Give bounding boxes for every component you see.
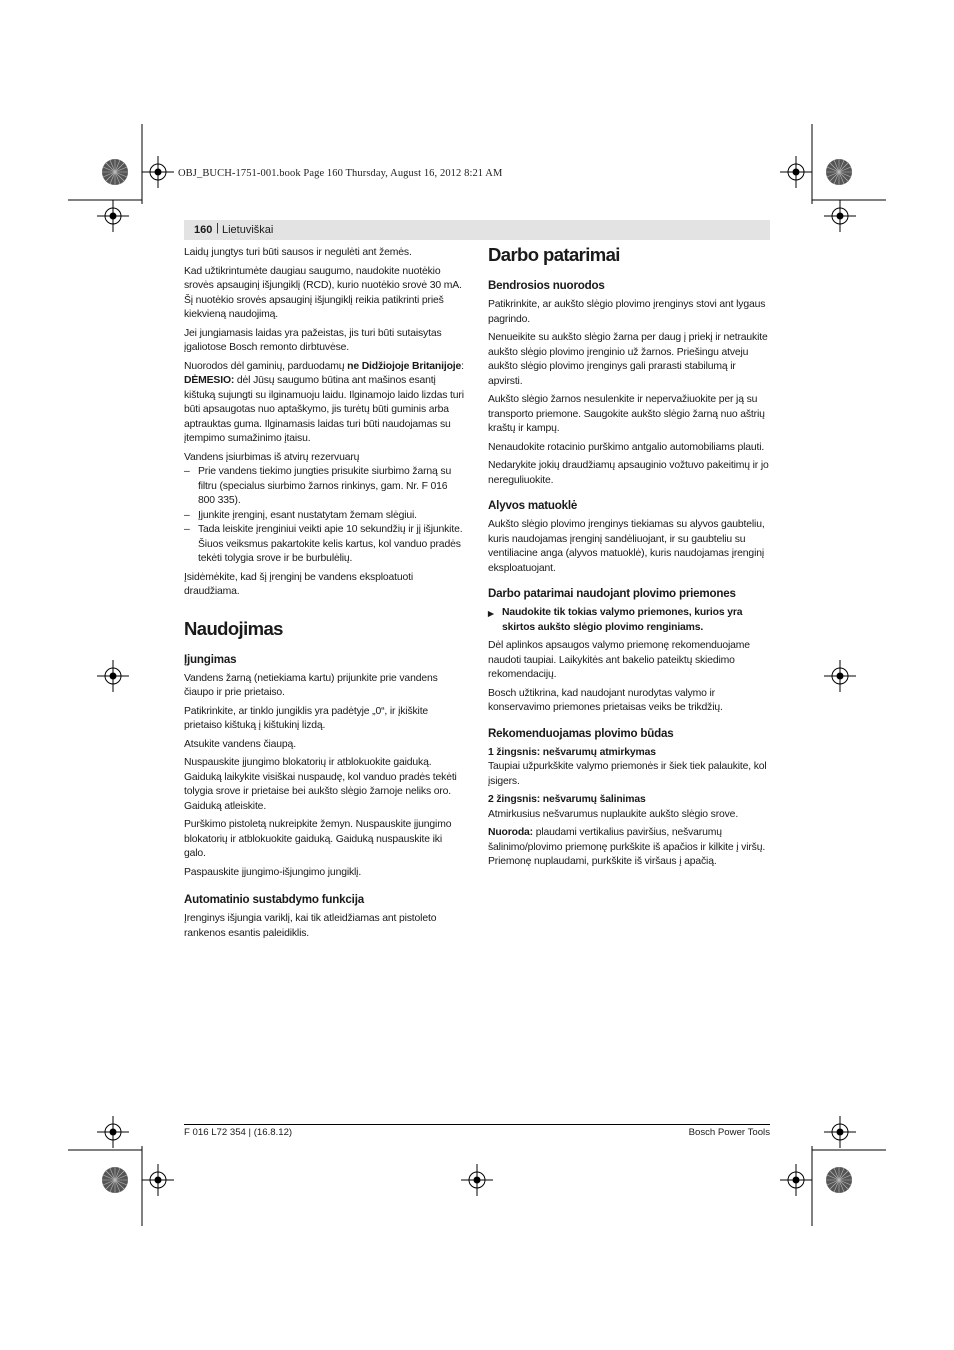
footer-brand: Bosch Power Tools: [688, 1127, 770, 1138]
paragraph: Taupiai užpurkškite valymo priemonės ir šiek tiek palaukite, kol įsigers.: [488, 761, 767, 787]
section-heading: Naudojimas: [184, 617, 283, 639]
paragraph: Nuspauskite įjungimo blokatorių ir atblokuokite gaiduką. Gaiduką laikykite visiškai nuspaudę, kol vanduo pradės tekėti tolygia srove ir prietaise bei aukšto slėgio žarnoje neliks oro. Gaiduką atleiskite.: [184, 757, 457, 812]
paragraph: Jei jungiamasis laidas yra pažeistas, jis turi būti sutaisytas įgaliotose Bosch remonto dirbtuvėse.: [184, 327, 442, 353]
paragraph: Dėl aplinkos apsaugos valymo priemonę rekomenduojame naudoti taupiai. Laikykitės ant bakelio pateiktų skiedimo rekomendacijų.: [488, 640, 750, 680]
paragraph: Atsukite vandens čiaupą.: [184, 738, 296, 750]
subsection-heading: Bendrosios nuorodos: [488, 279, 605, 292]
paragraph: [184, 374, 466, 447]
paragraph: Laidų jungtys turi būti sausos ir negulėti ant žemės.: [184, 247, 412, 258]
list-item: – Prie vandens tiekimo jungties prisukite siurbimo žarną su filtru (specialus siurbimo žarnos rinkinys, gam. Nr. F 016 800 335).: [184, 465, 466, 509]
footer-rule: [184, 1124, 770, 1125]
subsection-heading: Įjungimas: [184, 652, 237, 666]
text-span: plaudami vertikalius paviršius, nešvarumų šalinimo/plovimo priemonę purkškite iš apačios ir kilkite į viršų. Priemonę nuplaudami, purkškite iš viršaus į apačią.: [488, 827, 766, 867]
list-item: – Tada leiskite įrenginiui veikti apie 10 sekundžių ir jį išjunkite. Šiuos veiksmus pakartokite kelis kartus, kol vanduo pradės tekėti tolygia srove ir be burbulėlių.: [184, 523, 466, 567]
paragraph: Kad užtikrintumėte daugiau saugumo, naudokite nuotėkio srovės apsauginį išjungiklį (RCD), kurio nuotėkio srovė 30 mA. Šį nuotėkio srovės apsauginį išjungiklį reikia patikrinti prieš kiekvieną naudojimą.: [184, 265, 462, 320]
paragraph: Bosch užtikrina, kad naudojant nurodytas valymo ir konservavimo priemones prietaisas veiks be trikdžių.: [488, 687, 723, 713]
paragraph: Nenueikite su aukšto slėgio žarna per daug į priekį ir netraukite aukšto slėgio plovimo įrenginio už žarnos. Priešingu atveju aukšto slėgio plovimo įrenginys gali prarasti stabilumą ir apvirsti.: [488, 332, 768, 387]
subsection-heading: Darbo patarimai naudojant plovimo priemones: [488, 587, 736, 600]
bold-span: ne Didžiojoje Britanijoje: [347, 360, 462, 372]
paragraph: Įrenginys išjungia variklį, kai tik atleidžiamas ant pistoleto rankenos esantis paleidiklis.: [184, 913, 437, 939]
step-title: 1 žingsnis: nešvarumų atmirkymas: [488, 746, 656, 758]
dash-list: [184, 465, 466, 567]
paragraph: [488, 826, 770, 870]
header-language: Lietuviškai: [222, 224, 274, 236]
paragraph: Vandens įsiurbimas iš atvirų rezervuarų: [184, 451, 360, 463]
text-span: :: [461, 360, 464, 372]
paragraph: Paspauskite įjungimo-išjungimo jungiklį.: [184, 866, 362, 878]
right-column: [488, 246, 770, 874]
warning-label: DĖMESIO:: [184, 375, 235, 386]
subsection-heading: Alyvos matuoklė: [488, 499, 578, 512]
list-item: ▶ Naudokite tik tokias valymo priemones, kurios yra skirtos aukšto slėgio plovimo renginiams.: [488, 606, 770, 635]
paragraph: Vandens žarną (netiekiama kartu) prijunkite prie vandens čiaupo ir prie prietaiso.: [184, 672, 438, 698]
paragraph: Patikrinkite, ar aukšto slėgio plovimo įrenginys stovi ant lygaus pagrindo.: [488, 299, 766, 325]
text-span: dėl Jūsų saugumo būtina ant mašinos esantį kištuką sujungti su ilginamuoju laidu. Ilginamojo laido lizdas turi būti apsaugotas nuo aptaškymo, jis turėtų būti guminis arba aptrauktas guma. Ilginamasis laidas turi būti naudojamas su įtempimo sumažinimo įtaisu.: [184, 375, 464, 444]
subsection-heading: Automatinio sustabdymo funkcija: [184, 893, 364, 906]
paragraph: Nedarykite jokių draudžiamų apsauginio vožtuvo pakeitimų ir jo nereguliuokite.: [488, 460, 769, 486]
paragraph: [184, 360, 466, 375]
list-item: – Įjunkite įrenginį, esant nustatytam žemam slėgiui.: [184, 509, 466, 524]
paragraph: Aukšto slėgio plovimo įrenginys tiekiamas su alyvos gaubteliu, kuris naudojamas įrenginį sandėliuojant, ir su gaubteliu su ventiliacine anga (alyvos matuoklė), kuris naudojamas įrenginį eksploatuojant.: [488, 519, 765, 574]
header-separator: |: [216, 222, 219, 234]
note-label: Nuoroda:: [488, 827, 533, 838]
footer-code: F 016 L72 354 | (16.8.12): [184, 1127, 293, 1138]
paragraph: Įsidėmėkite, kad šį įrenginį be vandens eksploatuoti draudžiama.: [184, 571, 414, 597]
step-title: 2 žingsnis: nešvarumų šalinimas: [488, 794, 646, 805]
page-number: 160: [194, 224, 213, 236]
paragraph: Atmirkusius nešvarumus nuplaukite aukšto slėgio srove.: [488, 808, 739, 820]
section-heading: Darbo patarimai: [488, 244, 620, 265]
paragraph: Purškimo pistoletą nukreipkite žemyn. Nuspauskite įjungimo blokatorių ir atblokuokite gaiduką. Gaiduką nuspauskite iki galo.: [184, 819, 452, 859]
left-column: [184, 246, 466, 945]
instruction-list: [488, 606, 770, 635]
subsection-heading: Rekomenduojamas plovimo būdas: [488, 726, 674, 740]
print-slug: OBJ_BUCH-1751-001.book Page 160 Thursday, August 16, 2012 8:21 AM: [178, 168, 503, 179]
paragraph: Nenaudokite rotacinio purškimo antgalio automobiliams plauti.: [488, 441, 765, 453]
paragraph: Patikrinkite, ar tinklo jungiklis yra padėtyje „0“, ir įkiškite prietaiso kištuką į kištukinį lizdą.: [184, 705, 429, 731]
text-span: Nuorodos dėl gaminių, parduodamų: [184, 360, 348, 372]
paragraph: Aukšto slėgio žarnos nesulenkite ir nepervažiuokite per ją su transporto priemone. Saugokite aukšto slėgio žarną nuo aštrių kraštų ir kampų.: [488, 394, 765, 434]
